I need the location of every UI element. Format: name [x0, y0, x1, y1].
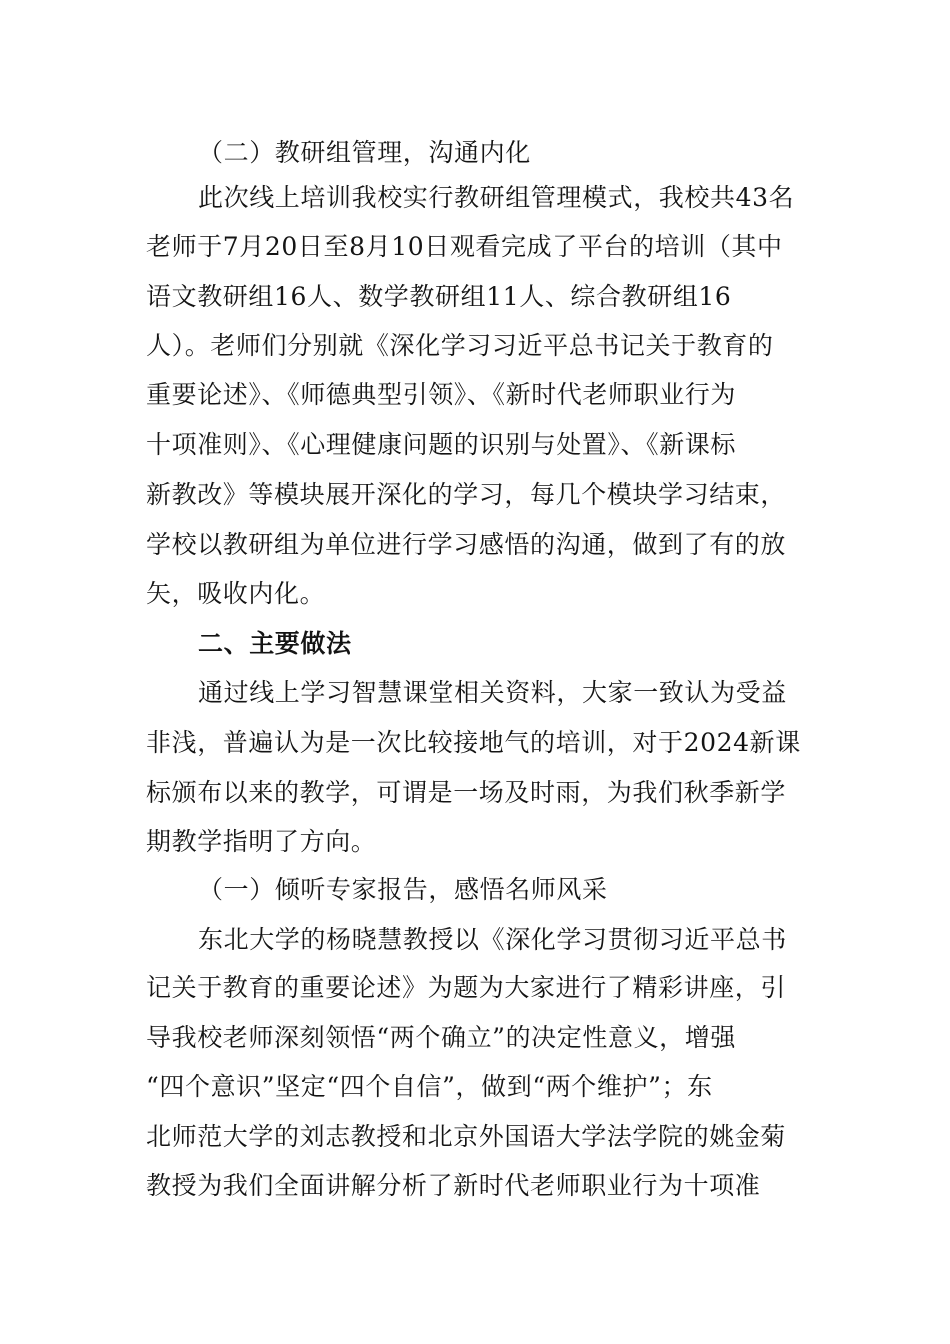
paragraph-line: 非浅，普遍认为是一次比较接地气的培训，对于2024新课 — [146, 728, 801, 757]
paragraph-line: 北师范大学的刘志教授和北京外国语大学法学院的姚金菊 — [146, 1122, 787, 1151]
paragraph-line: 矢，吸收内化。 — [146, 579, 326, 608]
paragraph-line: 十项准则》、《心理健康问题的识别与处置》、《新课标 — [146, 430, 737, 459]
paragraph-line: 学校以教研组为单位进行学习感悟的沟通，做到了有的放 — [146, 530, 787, 559]
paragraph-line: 记关于教育的重要论述》为题为大家进行了精彩讲座，引 — [146, 973, 787, 1002]
paragraph-line: “四个意识”坚定“四个自信”，做到“两个维护”；东 — [146, 1072, 713, 1101]
paragraph-line: 此次线上培训我校实行教研组管理模式，我校共43名 — [198, 183, 795, 212]
paragraph-line: 老师于7月20日至8月10日观看完成了平台的培训（其中 — [146, 232, 783, 261]
paragraph-line: 人）。老师们分别就《深化学习习近平总书记关于教育的 — [146, 331, 774, 360]
paragraph-line: 重要论述》、《师德典型引领》、《新时代老师职业行为 — [146, 380, 737, 409]
subsection-heading-2: （二）教研组管理，沟通内化 — [198, 138, 531, 167]
subsection-heading-1: （一）倾听专家报告，感悟名师风采 — [198, 875, 608, 904]
paragraph-line: 教授为我们全面讲解分析了新时代老师职业行为十项准 — [146, 1171, 761, 1200]
section-heading: 二、主要做法 — [198, 629, 352, 658]
paragraph-line: 新教改》等模块展开深化的学习，每几个模块学习结束， — [146, 480, 787, 509]
paragraph-line: 通过线上学习智慧课堂相关资料，大家一致认为受益 — [198, 678, 787, 707]
paragraph-line: 东北大学的杨晓慧教授以《深化学习贯彻习近平总书 — [198, 925, 787, 954]
paragraph-line: 期教学指明了方向。 — [146, 827, 377, 856]
paragraph-line: 标颁布以来的教学，可谓是一场及时雨，为我们秋季新学 — [146, 778, 787, 807]
paragraph-line: 导我校老师深刻领悟“两个确立”的决定性意义，增强 — [146, 1023, 736, 1052]
paragraph-line: 语文教研组16人、数学教研组11人、综合教研组16 — [146, 282, 732, 311]
